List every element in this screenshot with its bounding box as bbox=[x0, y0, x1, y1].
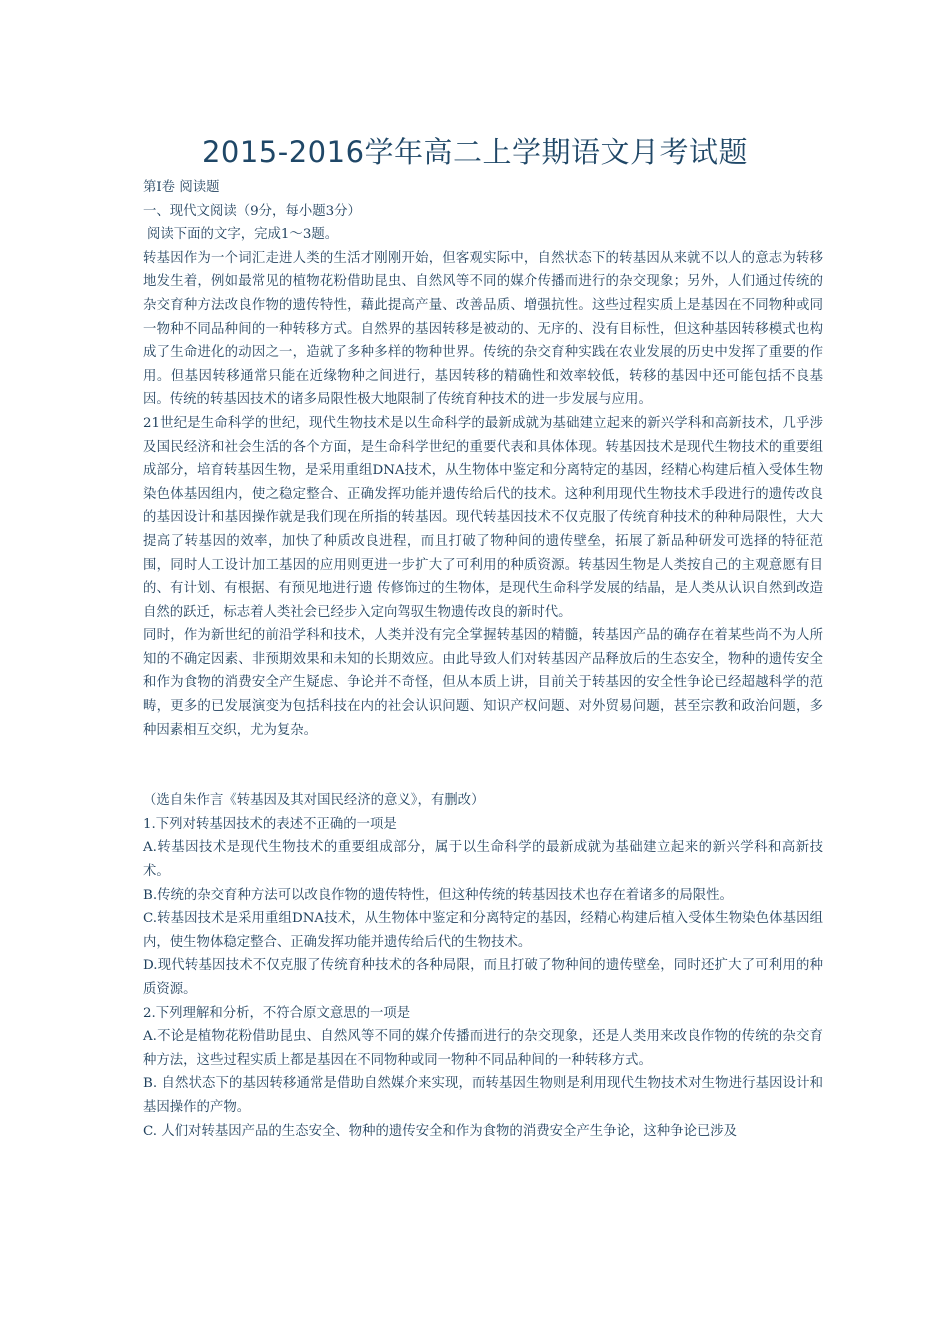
passage-paragraph-2: 21世纪是生命科学的世纪，现代生物技术是以生命科学的最新成就为基础建立起来的新兴学科和高新技术，几乎涉及国民经济和社会生活的各个方面，是生命科学世纪的重要代表和具体体现。转基因技术是现代生物技术的重要组成部分，培育转基因生物，是采用重组DNA技术，从生物体中鉴定和分离特定的基因，经精心构建后植入受体生物染色体基因组内，使之稳定整合、正确发挥功能并遗传给后代的技术。这种利用现代生物技术手段进行的遗传改良的基因设计和基因操作就是我们现在所指的转基因。现代转基因技术不仅克服了传统育种技术的种种局限性，大大提高了转基因的效率，加快了种质改良进程，而且打破了物种间的遗传壁垒，拓展了新品种研发可选择的特征范围，同时人工设计加工基因的应用则更进一步扩大了可利用的种质资源。转基因生物是人类按自己的主观意愿有目的、有计划、有根据、有预见地进行遗 传修饰过的生物体，是现代生命科学发展的结晶，是人类从认识自然到改造自然的跃迁，标志着人类社会已经步入定向驾驭生物遗传改良的新时代。 bbox=[143, 415, 823, 620]
question-2-option-b: B. 自然状态下的基因转移通常是借助自然媒介来实现，而转基因生物则是利用现代生物技术对生物进行基因设计和基因操作的产物。 bbox=[143, 1076, 823, 1115]
section-heading: 第Ⅰ卷 阅读题 bbox=[143, 180, 220, 195]
passage-paragraph-1: 转基因作为一个词汇走进人类的生活才刚刚开始，但客观实际中，自然状态下的转基因从来就不以人的意志为转移地发生着，例如最常见的植物花粉借助昆虫、自然风等不同的媒介传播而进行的杂交现象；另外，人们通过传统的杂交育种方法改良作物的遗传特性，藉此提高产量、改善品质、增强抗性。这些过程实质上是基因在不同物种或同一物种不同品种间的一种转移方式。自然界的基因转移是被动的、无序的、没有目标性，但这种基因转移模式也构成了生命进化的动因之一，造就了多种多样的物种世界。传统的杂交育种实践在农业发展的历史中发挥了重要的作用。但基因转移通常只能在近缘物种之间进行，基因转移的精确性和效率较低，转移的基因中还可能包括不良基因。传统的转基因技术的诸多局限性极大地限制了传统育种技术的进一步发展与应用。 bbox=[143, 250, 823, 408]
reading-instruction: 阅读下面的文字，完成1～3题。 bbox=[147, 227, 339, 243]
question-1-stem: 1.下列对转基因技术的表述不正确的一项是 bbox=[143, 816, 397, 832]
question-1-option-d: D.现代转基因技术不仅克服了传统育种技术的各种局限，而且打破了物种间的遗传壁垒，同时还扩大了可利用的种质资源。 bbox=[143, 958, 823, 997]
question-1-option-c: C.转基因技术是采用重组DNA技术，从生物体中鉴定和分离特定的基因，经精心构建后植入受体生物染色体基因组内，使生物体稳定整合、正确发挥功能并遗传给后代的生物技术。 bbox=[143, 911, 823, 950]
passage-source: （选自朱作言《转基因及其对国民经济的意义》，有删改） bbox=[143, 793, 485, 809]
question-1-option-a: A.转基因技术是现代生物技术的重要组成部分，属于以生命科学的最新成就为基础建立起来的新兴学科和高新技术。 bbox=[143, 840, 823, 880]
question-2-option-c: C. 人们对转基因产品的生态安全、物种的遗传安全和作为食物的消费安全产生争论，这种争论已涉及 bbox=[143, 1123, 738, 1139]
blank-gap bbox=[143, 742, 823, 789]
question-2-stem: 2.下列理解和分析，不符合原文意思的一项是 bbox=[143, 1005, 411, 1021]
part-heading: 一、现代文阅读（9分，每小题3分） bbox=[143, 203, 361, 219]
document-body bbox=[143, 176, 823, 1143]
question-1-option-b: B.传统的杂交育种方法可以改良作物的遗传特性，但这种传统的转基因技术也存在着诸多的局限性。 bbox=[143, 887, 733, 903]
passage-paragraph-3: 同时，作为新世纪的前沿学科和技术，人类并没有完全掌握转基因的精髓，转基因产品的确存在着某些尚不为人所知的不确定因素、非预期效果和未知的长期效应。由此导致人们对转基因产品释放后的生态安全，物种的遗传安全和作为食物的消费安全产生疑虑、争论并不奇怪，但从本质上讲，目前关于转基因的安全性争论已经超越科学的范畴，更多的已发展演变为包括科技在内的社会认识问题、知识产权问题、对外贸易问题，甚至宗教和政治问题，多种因素相互交织，尤为复杂。 bbox=[143, 628, 823, 738]
question-2-option-a: A.不论是植物花粉借助昆虫、自然风等不同的媒介传播而进行的杂交现象，还是人类用来改良作物的传统的杂交育种方法，这些过程实质上都是基因在不同物种或同一物种不同品种间的一种转移方式。 bbox=[143, 1029, 823, 1068]
exam-title: 2015-2016学年高二上学期语文月考试题 bbox=[201, 135, 749, 169]
